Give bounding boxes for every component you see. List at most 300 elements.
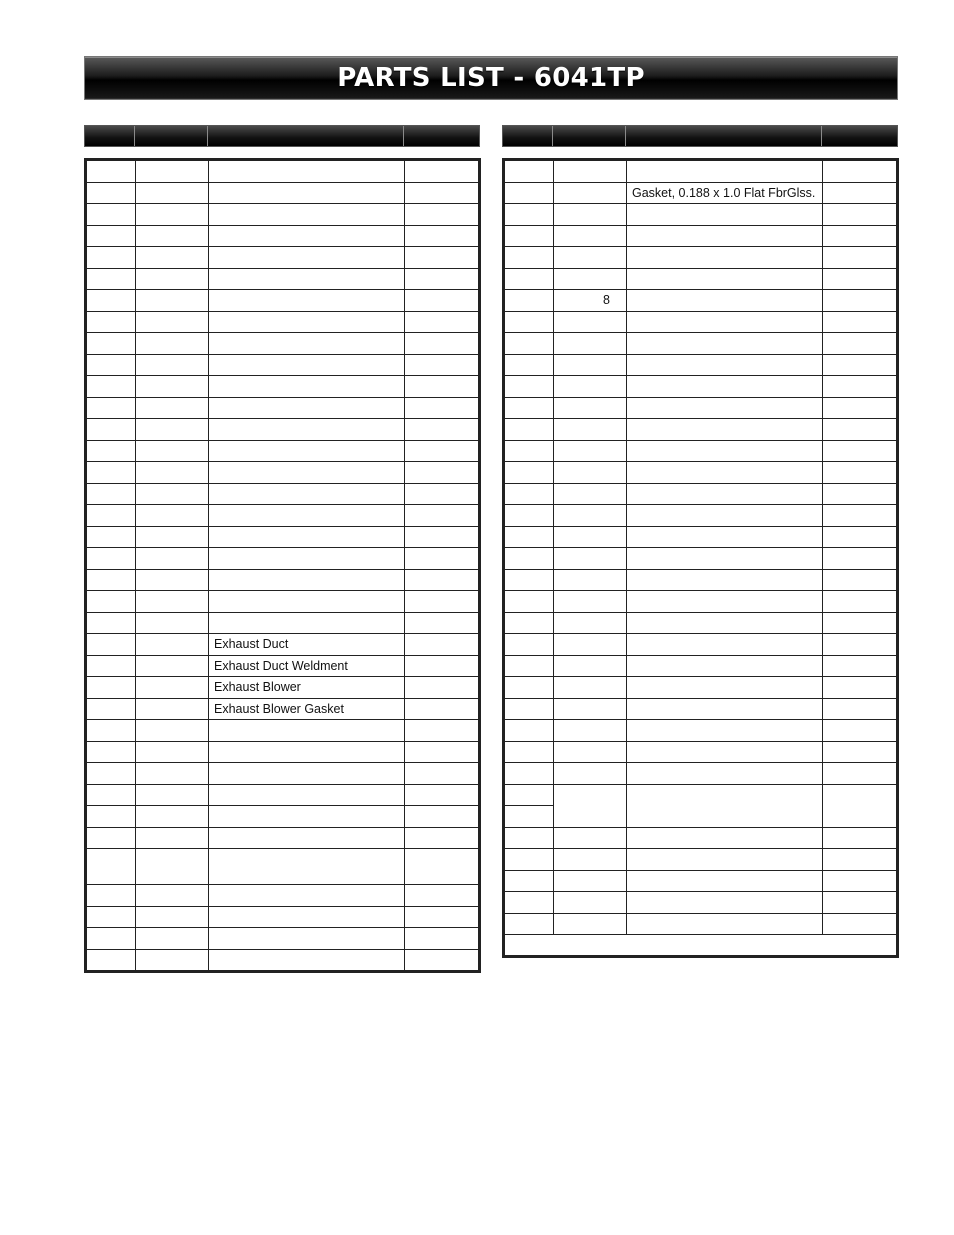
table-cell (86, 698, 136, 720)
table-cell (405, 376, 480, 398)
table-cell (554, 462, 627, 484)
table-cell (504, 160, 554, 183)
table-cell (627, 160, 823, 183)
table-cell (504, 677, 554, 699)
table-cell (823, 505, 898, 527)
table-cell (209, 548, 405, 570)
table-cell (86, 483, 136, 505)
table-cell (86, 182, 136, 204)
table-cell (209, 906, 405, 928)
table-cell (405, 928, 480, 950)
table-cell (627, 591, 823, 613)
table-cell (136, 182, 209, 204)
table-cell (209, 419, 405, 441)
table-cell (209, 225, 405, 247)
table-cell (554, 354, 627, 376)
table-cell (209, 849, 405, 885)
table-row (86, 462, 480, 484)
table-cell (504, 548, 554, 570)
header-cell (503, 126, 553, 146)
table-row (504, 225, 898, 247)
table-cell (136, 741, 209, 763)
table-cell: Gasket, 0.188 x 1.0 Flat FbrGlss. (627, 182, 823, 204)
table-cell (86, 784, 136, 806)
table-cell (823, 311, 898, 333)
table-cell (136, 247, 209, 269)
table-cell (554, 526, 627, 548)
table-cell (209, 612, 405, 634)
table-cell (823, 677, 898, 699)
table-cell (554, 634, 627, 656)
table-row (86, 204, 480, 226)
table-row (504, 247, 898, 269)
table-cell (405, 885, 480, 907)
table-cell (627, 462, 823, 484)
table-cell (136, 204, 209, 226)
table-cell (136, 591, 209, 613)
table-cell (627, 569, 823, 591)
table-cell (627, 397, 823, 419)
table-cell (627, 419, 823, 441)
table-cell (823, 569, 898, 591)
table-cell (86, 397, 136, 419)
table-cell (554, 720, 627, 742)
table-cell (504, 311, 554, 333)
table-cell (823, 160, 898, 183)
table-cell (86, 548, 136, 570)
table-cell (86, 268, 136, 290)
table-cell (86, 655, 136, 677)
table-cell (554, 763, 627, 785)
table-cell (405, 505, 480, 527)
table-cell (405, 741, 480, 763)
table-row (504, 440, 898, 462)
table-row (86, 928, 480, 950)
table-cell (504, 806, 554, 828)
table-row (86, 806, 480, 828)
table-cell (627, 913, 823, 935)
table-cell (823, 612, 898, 634)
table-cell (554, 741, 627, 763)
table-cell (405, 160, 480, 183)
table-cell (209, 763, 405, 785)
table-cell (504, 741, 554, 763)
table-cell (823, 720, 898, 742)
table-row (86, 763, 480, 785)
table-cell (136, 569, 209, 591)
table-cell (504, 354, 554, 376)
table-cell (504, 225, 554, 247)
table-cell (554, 182, 627, 204)
table-cell (86, 720, 136, 742)
table-cell (136, 526, 209, 548)
table-cell (554, 397, 627, 419)
header-cell (822, 126, 897, 146)
table-cell (627, 505, 823, 527)
title-banner (84, 56, 898, 100)
table-row (504, 913, 898, 935)
table-cell (554, 505, 627, 527)
table-cell (209, 182, 405, 204)
table-cell (86, 591, 136, 613)
table-cell (86, 806, 136, 828)
table-cell (823, 376, 898, 398)
table-row (504, 505, 898, 527)
table-cell (504, 892, 554, 914)
table-cell (627, 311, 823, 333)
table-cell (504, 784, 554, 806)
table-cell (823, 204, 898, 226)
table-cell (554, 440, 627, 462)
table-cell (405, 655, 480, 677)
table-cell (405, 569, 480, 591)
table-cell (627, 526, 823, 548)
table-cell (405, 698, 480, 720)
header-cell (553, 126, 626, 146)
table-cell (136, 612, 209, 634)
table-cell (554, 548, 627, 570)
table-cell (405, 290, 480, 312)
table-cell (823, 419, 898, 441)
table-cell (136, 548, 209, 570)
table-cell (554, 827, 627, 849)
table-row (504, 720, 898, 742)
table-cell (136, 720, 209, 742)
table-cell (627, 376, 823, 398)
table-cell (504, 397, 554, 419)
table-cell (823, 870, 898, 892)
table-cell (405, 397, 480, 419)
table-cell (823, 182, 898, 204)
table-cell (504, 526, 554, 548)
table-cell (823, 483, 898, 505)
table-cell (405, 204, 480, 226)
table-cell (136, 354, 209, 376)
table-cell: 8 (554, 290, 627, 312)
table-cell (136, 949, 209, 972)
table-cell (86, 333, 136, 355)
right-table-header (502, 125, 898, 147)
table-cell (405, 333, 480, 355)
table-cell (554, 204, 627, 226)
table-cell (554, 333, 627, 355)
table-cell (627, 892, 823, 914)
table-cell (136, 290, 209, 312)
table-cell (86, 906, 136, 928)
header-cell (135, 126, 208, 146)
table-cell (823, 354, 898, 376)
page-title: PARTS LIST - 6041TP (337, 63, 645, 93)
table-row (86, 397, 480, 419)
table-cell (209, 290, 405, 312)
table-cell (504, 204, 554, 226)
table-cell (136, 784, 209, 806)
table-cell (554, 677, 627, 699)
table-row (504, 311, 898, 333)
table-row (504, 182, 898, 204)
table-row (86, 419, 480, 441)
table-cell (405, 483, 480, 505)
table-cell (86, 290, 136, 312)
table-cell (209, 397, 405, 419)
table-cell (405, 591, 480, 613)
table-cell (86, 827, 136, 849)
table-row (86, 949, 480, 972)
table-cell (86, 763, 136, 785)
table-cell (405, 949, 480, 972)
table-cell (209, 268, 405, 290)
table-row (86, 505, 480, 527)
table-cell (504, 913, 554, 935)
table-cell (136, 763, 209, 785)
table-cell (823, 741, 898, 763)
table-cell (136, 311, 209, 333)
table-row (86, 376, 480, 398)
table-cell (823, 526, 898, 548)
table-cell (554, 892, 627, 914)
table-row (504, 462, 898, 484)
table-cell: Exhaust Duct Weldment (209, 655, 405, 677)
table-row (504, 591, 898, 613)
table-cell (405, 634, 480, 656)
table-cell (136, 440, 209, 462)
table-cell (627, 268, 823, 290)
table-cell (86, 247, 136, 269)
table-cell (136, 677, 209, 699)
table-cell (86, 928, 136, 950)
table-cell (86, 462, 136, 484)
table-cell (405, 677, 480, 699)
table-cell (554, 160, 627, 183)
table-cell (405, 526, 480, 548)
table-cell (209, 784, 405, 806)
table-cell (136, 906, 209, 928)
table-row (504, 612, 898, 634)
table-cell (554, 698, 627, 720)
table-cell (504, 290, 554, 312)
table-cell (823, 268, 898, 290)
table-cell (136, 397, 209, 419)
table-cell: Exhaust Duct (209, 634, 405, 656)
table-cell (405, 806, 480, 828)
table-cell (136, 928, 209, 950)
table-cell (209, 483, 405, 505)
table-cell (136, 885, 209, 907)
table-cell (136, 634, 209, 656)
table-row (504, 569, 898, 591)
table-cell (209, 354, 405, 376)
table-row (86, 784, 480, 806)
table-cell (823, 333, 898, 355)
table-cell (136, 419, 209, 441)
table-row (86, 247, 480, 269)
header-cell (85, 126, 135, 146)
table-cell (823, 634, 898, 656)
table-cell (86, 505, 136, 527)
table-row (86, 354, 480, 376)
table-cell (627, 290, 823, 312)
table-cell (86, 677, 136, 699)
table-row (86, 698, 480, 720)
table-cell (86, 741, 136, 763)
table-cell (209, 462, 405, 484)
table-row (504, 160, 898, 183)
table-cell (823, 655, 898, 677)
table-cell (405, 268, 480, 290)
table-row (86, 526, 480, 548)
table-cell (823, 827, 898, 849)
table-footer-cell (504, 935, 898, 957)
table-row (86, 182, 480, 204)
table-cell (86, 419, 136, 441)
table-cell (209, 741, 405, 763)
table-cell (504, 483, 554, 505)
table-row (504, 204, 898, 226)
table-cell (136, 806, 209, 828)
table-cell (627, 333, 823, 355)
table-row (86, 225, 480, 247)
table-cell (504, 462, 554, 484)
table-cell: Exhaust Blower Gasket (209, 698, 405, 720)
table-cell: Exhaust Blower (209, 677, 405, 699)
table-row (504, 483, 898, 505)
table-cell (504, 870, 554, 892)
table-row (86, 548, 480, 570)
left-table-header (84, 125, 480, 147)
table-cell (504, 376, 554, 398)
table-footer-row (504, 935, 898, 957)
table-cell (405, 419, 480, 441)
table-cell (504, 720, 554, 742)
table-cell (554, 655, 627, 677)
table-cell (823, 397, 898, 419)
table-cell (86, 949, 136, 972)
table-row (86, 612, 480, 634)
header-cell (404, 126, 479, 146)
table-cell (405, 849, 480, 885)
header-cell (626, 126, 822, 146)
table-cell (136, 655, 209, 677)
table-row (504, 763, 898, 785)
table-row (504, 290, 898, 312)
table-cell (209, 376, 405, 398)
table-cell (627, 634, 823, 656)
table-cell (504, 268, 554, 290)
table-cell (136, 505, 209, 527)
table-cell (627, 849, 823, 871)
table-cell (136, 225, 209, 247)
table-cell (86, 634, 136, 656)
table-cell (823, 849, 898, 871)
table-cell (405, 720, 480, 742)
table-cell (823, 290, 898, 312)
table-cell (554, 376, 627, 398)
table-cell (627, 677, 823, 699)
table-cell (136, 849, 209, 885)
left-parts-table (84, 158, 481, 973)
table-cell (136, 698, 209, 720)
table-row (86, 655, 480, 677)
table-cell (86, 311, 136, 333)
table-cell (86, 440, 136, 462)
table-cell (86, 569, 136, 591)
table-cell (504, 505, 554, 527)
table-cell (823, 892, 898, 914)
table-row (504, 892, 898, 914)
table-cell (209, 827, 405, 849)
table-cell (554, 268, 627, 290)
table-cell (86, 376, 136, 398)
table-row (86, 741, 480, 763)
table-cell (554, 913, 627, 935)
table-row (86, 827, 480, 849)
table-row (86, 160, 480, 183)
table-cell (209, 949, 405, 972)
table-row (504, 698, 898, 720)
table-cell (209, 928, 405, 950)
table-cell (504, 440, 554, 462)
table-row (504, 333, 898, 355)
table-row (86, 290, 480, 312)
table-row (86, 311, 480, 333)
table-row (86, 677, 480, 699)
table-cell (86, 204, 136, 226)
table-cell (823, 763, 898, 785)
table-cell (627, 612, 823, 634)
table-cell (209, 526, 405, 548)
table-cell (405, 225, 480, 247)
table-cell (136, 827, 209, 849)
table-cell (627, 784, 823, 827)
table-row (86, 634, 480, 656)
table-cell (627, 440, 823, 462)
table-cell (136, 462, 209, 484)
table-row (86, 333, 480, 355)
table-cell (209, 591, 405, 613)
table-row (504, 784, 898, 806)
table-cell (86, 526, 136, 548)
table-cell (554, 419, 627, 441)
table-row (504, 419, 898, 441)
table-cell (554, 247, 627, 269)
table-cell (504, 849, 554, 871)
table-cell (627, 827, 823, 849)
table-cell (554, 311, 627, 333)
table-cell (504, 655, 554, 677)
table-cell (627, 870, 823, 892)
table-cell (504, 698, 554, 720)
table-cell (554, 591, 627, 613)
table-cell (405, 247, 480, 269)
table-cell (554, 569, 627, 591)
table-cell (405, 612, 480, 634)
table-cell (136, 333, 209, 355)
table-cell (209, 160, 405, 183)
table-cell (405, 462, 480, 484)
table-cell (554, 612, 627, 634)
table-row (86, 591, 480, 613)
table-cell (823, 591, 898, 613)
table-row (86, 569, 480, 591)
table-cell (405, 906, 480, 928)
table-cell (627, 698, 823, 720)
table-cell (504, 827, 554, 849)
table-cell (405, 354, 480, 376)
table-cell (554, 784, 627, 827)
table-row (86, 268, 480, 290)
table-row (504, 634, 898, 656)
table-cell (627, 741, 823, 763)
